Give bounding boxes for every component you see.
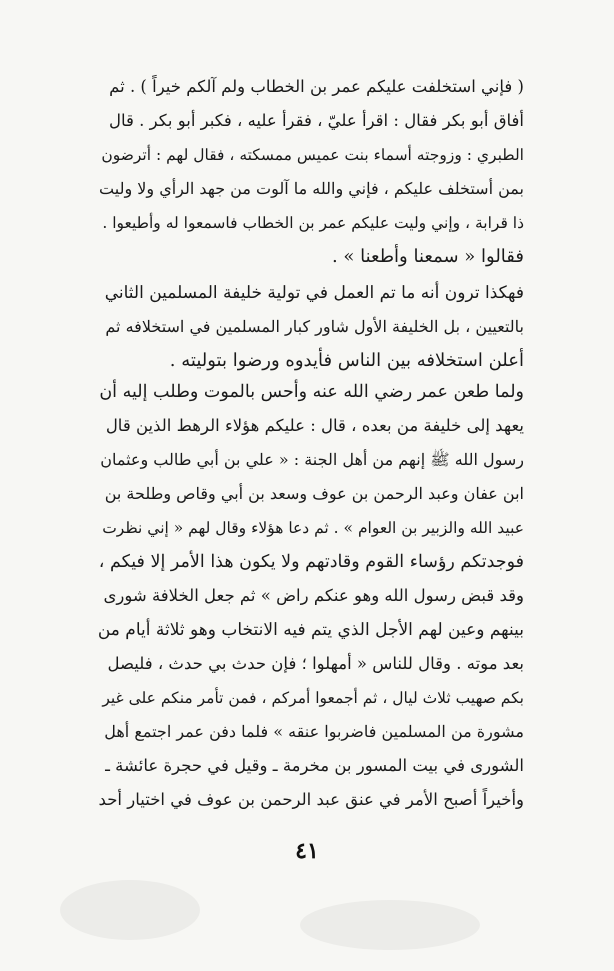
- paper-speckle: [300, 900, 480, 950]
- text-line: الشورى في بيت المسور بن مخرمة ـ وقيل في حجرة عائشة ـ: [105, 756, 524, 775]
- text-line: ذا قرابة ، وإني وليت عليكم عمر بن الخطاب فاسمعوا له وأطيعوا .: [102, 214, 524, 232]
- paper-speckle: [60, 880, 200, 940]
- text-line: يعهد إلى خليفة من بعده ، قال : عليكم هؤلاء الرهط الذين قال: [105, 416, 524, 435]
- text-line: بمن أستخلف عليكم ، فإني والله ما آلوت من جهد الرأي ولا وليت: [99, 179, 524, 198]
- text-line: بالتعيين ، بل الخليفة الأول شاور كبار المسلمين في استخلافه ثم: [105, 317, 524, 336]
- text-line: فوجدتكم رؤساء القوم وقادتهم ولا يكون هذا الأمر إلا فيكم ،: [98, 552, 524, 572]
- text-line: ( فإني استخلفت عليكم عمر بن الخطاب ولم آلكم خيراً ) . ثم: [109, 77, 524, 96]
- text-line: الطبري : وزوجته أسماء بنت عميس ممسكته ، فقال لهم : أترضون: [101, 146, 524, 164]
- text-line: ابن عفان وعبد الرحمن بن عوف وسعد بن أبي وقاص وطلحة بن: [104, 484, 524, 503]
- text-line: أعلن استخلافه بين الناس فأيدوه ورضوا بتوليته .: [169, 350, 524, 371]
- page-number: ٤١: [295, 838, 319, 864]
- text-line: وقد قبض رسول الله وهو عنكم راض » ثم جعل الخلافة شورى: [103, 586, 524, 605]
- paragraph-1: [98, 70, 524, 274]
- text-line: وأخيراً أصبح الأمر في عنق عبد الرحمن بن عوف في اختيار أحد: [98, 790, 524, 809]
- paragraph-2: [98, 276, 524, 378]
- text-line: مشورة من المسلمين فاضربوا عنقه » فلما دفن عمر اجتمع أهل: [104, 722, 524, 741]
- text-line: بينهم وعين لهم الأجل الذي يتم فيه الانتخاب وهو ثلاثة أيام من: [98, 620, 524, 640]
- paragraph-3: [98, 375, 524, 817]
- text-line: أفاق أبو بكر فقال : اقرأ عليّ ، فقرأ عليه ، فكبر أبو بكر . قال: [109, 111, 524, 130]
- text-line: رسول الله ﷺ إنهم من أهل الجنة : « علي بن أبي طالب وعثمان: [100, 450, 524, 469]
- text-line: عبيد الله والزبير بن العوام » . ثم دعا هؤلاء وقال لهم « إني نظرت: [102, 519, 524, 537]
- text-line: فهكذا ترون أنه ما تم العمل في تولية خليفة المسلمين الثاني: [104, 283, 524, 303]
- text-line: بكم صهيب ثلاث ليال ، ثم أجمعوا أمركم ، فمن تأمر منكم على غير: [102, 689, 524, 707]
- text-line: ولما طعن عمر رضي الله عنه وأحس بالموت وطلب إليه أن: [99, 382, 524, 402]
- text-line: فقالوا « سمعنا وأطعنا » .: [331, 246, 524, 267]
- text-line: بعد موته . وقال للناس « أمهلوا ؛ فإن حدث بي حدث ، فليصل: [107, 654, 524, 673]
